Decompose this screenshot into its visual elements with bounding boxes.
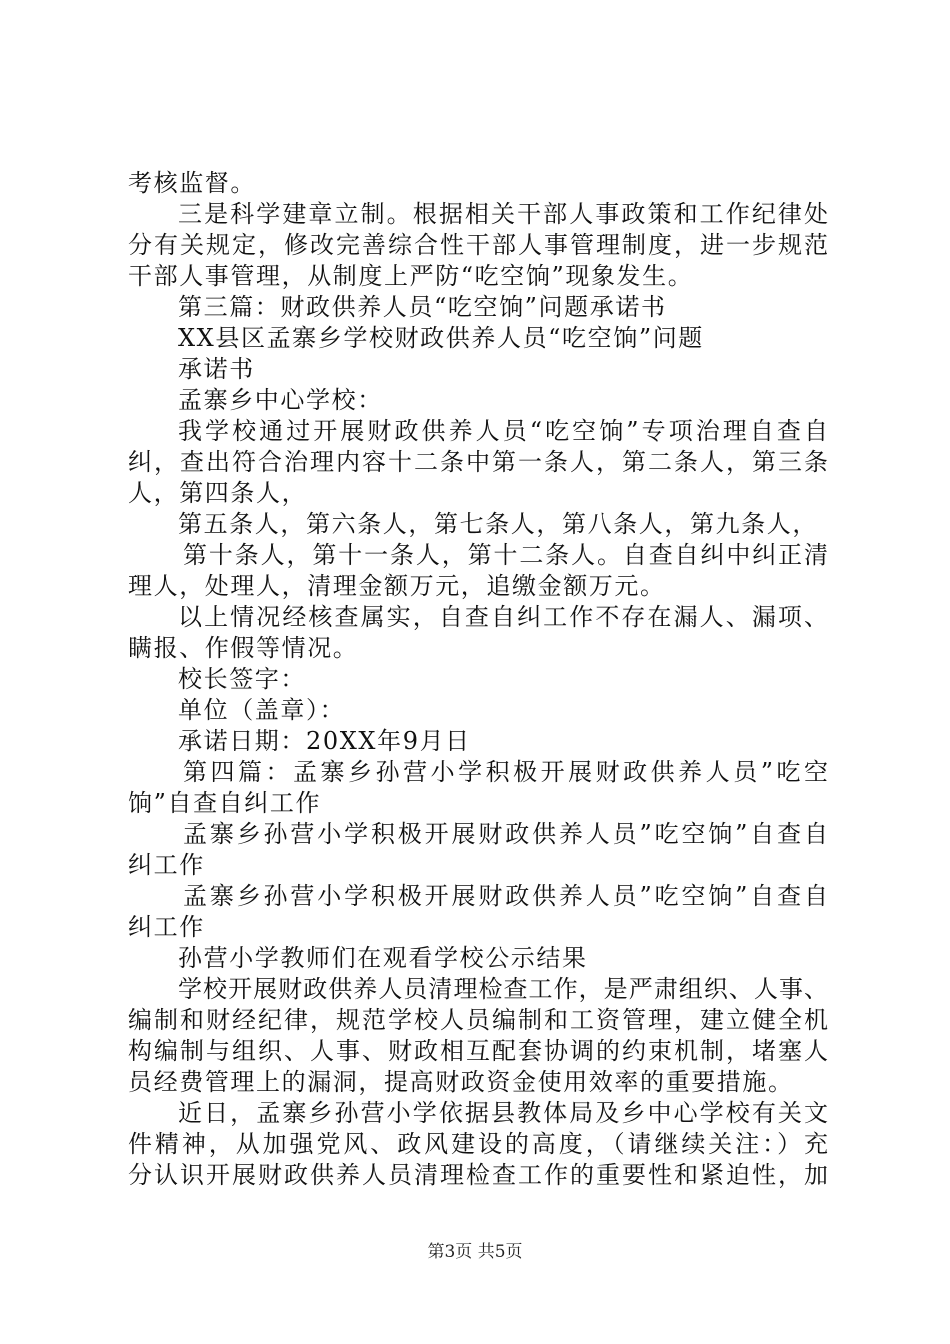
- addressee: 孟寨乡中心学校：: [178, 386, 383, 414]
- text-line: 瞒报、作假等情况。: [128, 634, 359, 662]
- seal-label: 单位（盖章）：: [178, 696, 346, 724]
- text-line: 考核监督。: [128, 169, 256, 197]
- text-line: 干部人事管理，从制度上严防“吃空饷”现象发生。: [128, 262, 694, 290]
- text-line: 分认识开展财政供养人员清理检查工作的重要性和紧迫性，加: [128, 1161, 828, 1189]
- text-line: 分有关规定，修改完善综合性干部人事管理制度，进一步规范: [128, 231, 828, 259]
- image-caption: 孙营小学教师们在观看学校公示结果: [178, 944, 588, 972]
- text-line: 学校开展财政供养人员清理检查工作，是严肃组织、人事、: [178, 975, 828, 1003]
- article-title: 孟寨乡孙营小学积极开展财政供养人员”吃空饷”自查自: [183, 820, 828, 848]
- text-line: 以上情况经核查属实，自查自纠工作不存在漏人、漏项、: [178, 603, 828, 631]
- section-subtitle: 承诺书: [178, 355, 255, 383]
- text-line: 近日，孟寨乡孙营小学依据县教体局及乡中心学校有关文: [178, 1099, 828, 1127]
- text-line: 第十条人，第十一条人，第十二条人。自查自纠中纠正清: [183, 541, 828, 569]
- section-heading: 第四篇：孟寨乡孙营小学积极开展财政供养人员”吃空: [183, 758, 828, 786]
- section-heading-cont: 饷”自查自纠工作: [128, 789, 322, 817]
- article-title: 孟寨乡孙营小学积极开展财政供养人员”吃空饷”自查自: [183, 882, 828, 910]
- document-body: [128, 168, 828, 1191]
- text-line: 构编制与组织、人事、财政相互配套协调的约束机制，堵塞人: [128, 1037, 828, 1065]
- section-heading: 第三篇：财政供养人员“吃空饷”问题承诺书: [178, 293, 667, 321]
- text-line: 纠，查出符合治理内容十二条中第一条人，第二条人，第三条: [128, 448, 828, 476]
- article-title-cont: 纠工作: [128, 913, 205, 941]
- text-line: 三是科学建章立制。根据相关干部人事政策和工作纪律处: [178, 200, 828, 228]
- page-number: 第3页 共5页: [427, 1242, 523, 1262]
- date-label: 承诺日期：20XX年9月日: [178, 727, 471, 755]
- text-line: 我学校通过开展财政供养人员“吃空饷”专项治理自查自: [178, 417, 828, 445]
- article-title-cont: 纠工作: [128, 851, 205, 879]
- signature-label: 校长签字：: [178, 665, 306, 693]
- text-line: 人，第四条人，: [128, 479, 308, 507]
- text-line: 编制和财经纪律，规范学校人员编制和工资管理，建立健全机: [128, 1006, 828, 1034]
- text-line: 理人，处理人，清理金额万元，追缴金额万元。: [128, 572, 666, 600]
- section-subtitle: XX县区孟寨乡学校财政供养人员“吃空饷”问题: [178, 324, 704, 352]
- text-line: 第五条人，第六条人，第七条人，第八条人，第九条人，: [178, 510, 818, 538]
- text-line: 件精神，从加强党风、政风建设的高度，（请继续关注：）充: [128, 1130, 828, 1158]
- text-line: 员经费管理上的漏洞，提高财政资金使用效率的重要措施。: [128, 1068, 794, 1096]
